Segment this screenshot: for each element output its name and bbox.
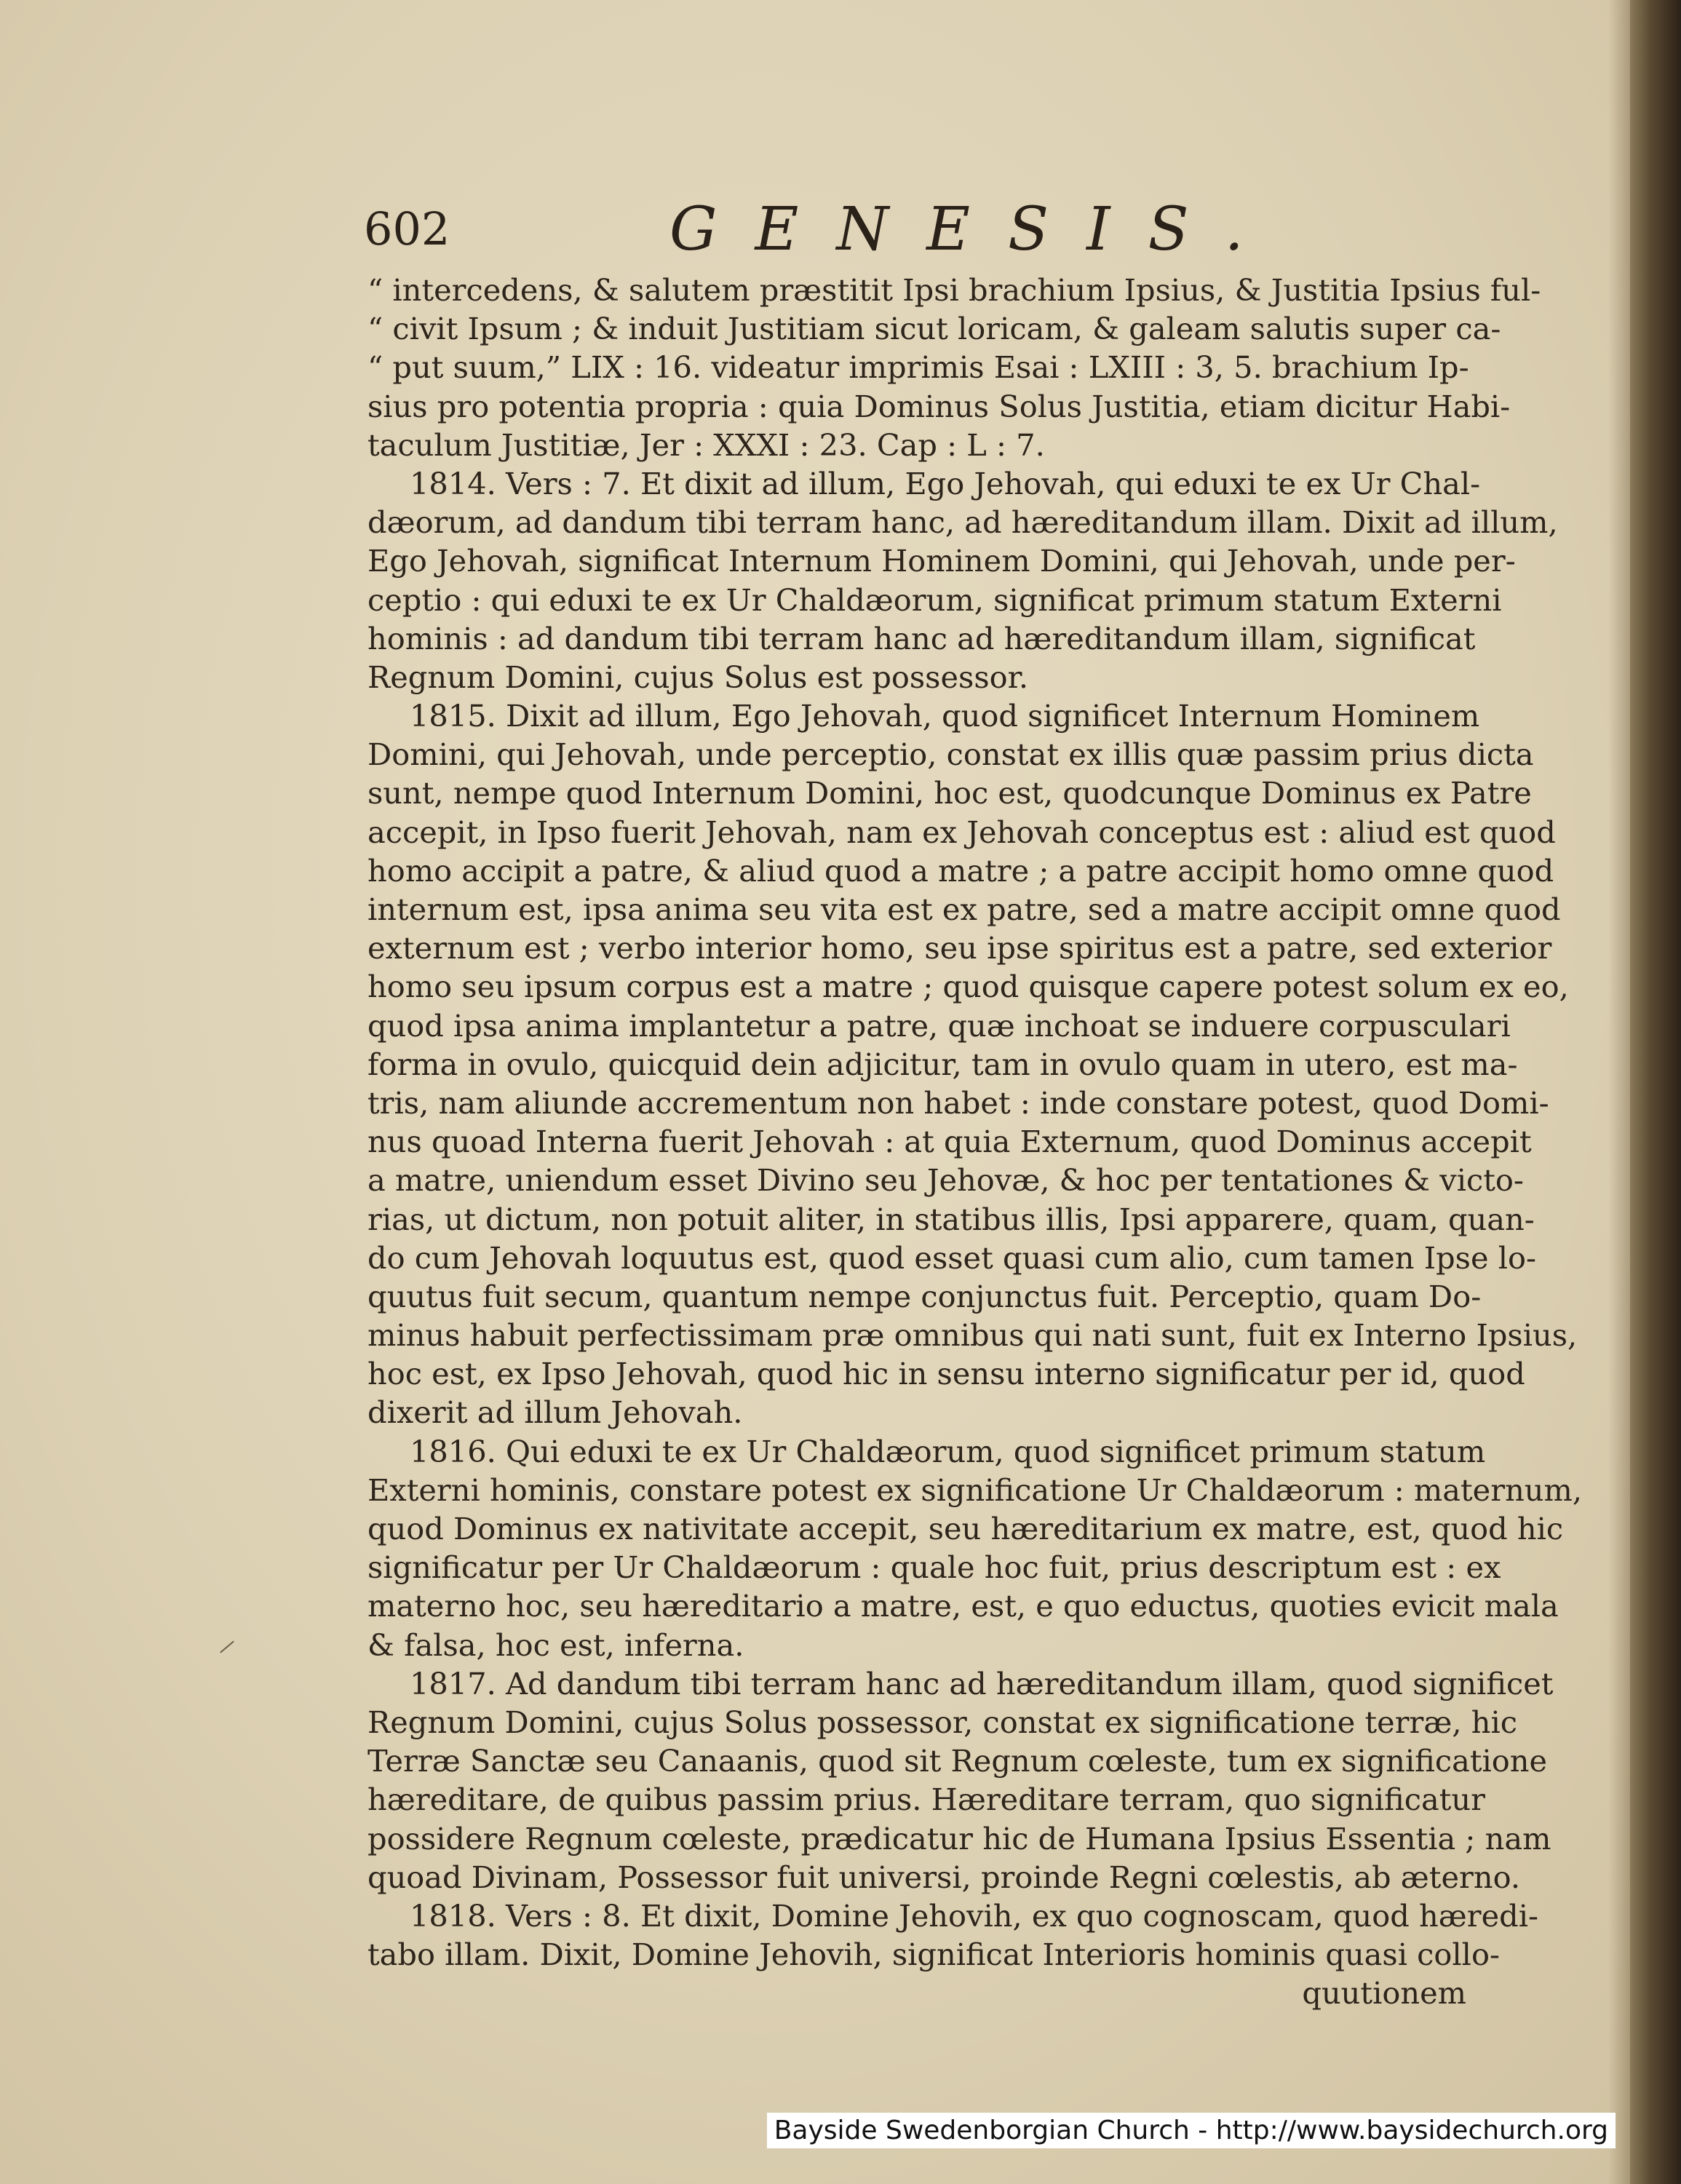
text-line: Regnum Domini, cujus Solus est possessor. xyxy=(367,659,1029,695)
text-line: a matre, uniendum esset Divino seu Jehovæ, & hoc per tentationes & victo- xyxy=(367,1162,1524,1199)
text-line: dæorum, ad dandum tibi terram hanc, ad hæreditandum illam. Dixit ad illum, xyxy=(367,504,1558,541)
text-line: dixerit ad illum Jehovah. xyxy=(367,1394,743,1431)
text-line: hæreditare, de quibus passim prius. Hæreditare terram, quo significatur xyxy=(367,1782,1485,1818)
text-line: homo seu ipsum corpus est a matre ; quod quisque capere potest solum ex eo, xyxy=(367,969,1569,1005)
text-line: quod ipsa anima implantetur a patre, quæ inchoat se induere corpusculari xyxy=(367,1007,1511,1044)
text-line: hominis : ad dandum tibi terram hanc ad hæreditandum illam, significat xyxy=(367,620,1476,656)
text-line: “ intercedens, & salutem præstitit Ipsi brachium Ipsius, & Justitia Ipsius ful- xyxy=(367,272,1541,308)
text-line: tabo illam. Dixit, Domine Jehovih, significat Interioris hominis quasi collo- xyxy=(367,1937,1500,1973)
text-line: accepit, in Ipso fuerit Jehovah, nam ex Jehovah conceptus est : aliud est quod xyxy=(367,814,1556,850)
text-line: forma in ovulo, quicquid dein adjicitur, tam in ovulo quam in utero, est ma- xyxy=(367,1046,1518,1082)
text-line: taculum Justitiæ, Jer : XXXI : 23. Cap : L : 7. xyxy=(367,426,1045,463)
text-line: hoc est, ex Ipso Jehovah, quod hic in sensu interno significatur per id, quod xyxy=(367,1356,1525,1392)
body-text xyxy=(367,271,1583,2012)
text-line: 1818. Vers : 8. Et dixit, Domine Jehovih, ex quo cognoscam, quod hæredi- xyxy=(410,1897,1539,1934)
book-edge xyxy=(1630,0,1681,2184)
text-line: sunt, nempe quod Internum Domini, hoc est, quodcunque Dominus ex Patre xyxy=(367,775,1532,811)
text-line: materno hoc, seu hæreditario a matre, est, e quo eductus, quoties evicit mala xyxy=(367,1588,1559,1624)
text-line: tris, nam aliunde accrementum non habet : inde constare potest, quod Domi- xyxy=(367,1084,1549,1121)
text-line: 1814. Vers : 7. Et dixit ad illum, Ego Jehovah, qui eduxi te ex Ur Chal- xyxy=(410,465,1481,501)
text-line: Terræ Sanctæ seu Canaanis, quod sit Regnum cœleste, tum ex significatione xyxy=(367,1743,1548,1779)
text-line: quoad Divinam, Possessor fuit universi, proinde Regni cœlestis, ab æterno. xyxy=(367,1859,1521,1895)
text-line: homo accipit a patre, & aliud quod a matre ; a patre accipit homo omne quod xyxy=(367,852,1554,889)
text-line: 1815. Dixit ad illum, Ego Jehovah, quod significet Internum Hominem xyxy=(410,698,1480,734)
watermark-link[interactable]: Bayside Swedenborgian Church - http://www.baysidechurch.org xyxy=(767,2113,1616,2148)
text-line: Externi hominis, constare potest ex significatione Ur Chaldæorum : maternum, xyxy=(367,1472,1583,1508)
text-line: nus quoad Interna fuerit Jehovah : at quia Externum, quod Dominus accepit xyxy=(367,1124,1532,1160)
text-line: quutus fuit secum, quantum nempe conjunctus fuit. Perceptio, quam Do- xyxy=(367,1278,1482,1314)
catchword: quutionem xyxy=(1302,1975,1466,2012)
text-line: rias, ut dictum, non potuit aliter, in statibus illis, Ipsi apparere, quam, quan- xyxy=(367,1201,1535,1237)
text-line: possidere Regnum cœleste, prædicatur hic de Humana Ipsius Essentia ; nam xyxy=(367,1820,1551,1857)
text-line: “ put suum,” LIX : 16. videatur imprimis Esai : LXIII : 3, 5. brachium Ip- xyxy=(367,349,1469,386)
text-line: Domini, qui Jehovah, unde perceptio, constat ex illis quæ passim prius dicta xyxy=(367,736,1534,773)
text-line: ceptio : qui eduxi te ex Ur Chaldæorum, significat primum statum Externi xyxy=(367,581,1502,618)
text-line: Regnum Domini, cujus Solus possessor, constat ex significatione terræ, hic xyxy=(367,1704,1517,1740)
text-line: significatur per Ur Chaldæorum : quale hoc fuit, prius descriptum est : ex xyxy=(367,1549,1501,1586)
text-line: externum est ; verbo interior homo, seu ipse spiritus est a patre, sed exterior xyxy=(367,930,1552,966)
text-line: “ civit Ipsum ; & induit Justitiam sicut loricam, & galeam salutis super ca- xyxy=(367,311,1501,347)
text-line: minus habuit perfectissimam præ omnibus qui nati sunt, fuit ex Interno Ipsius, xyxy=(367,1317,1578,1354)
text-line: 1816. Qui eduxi te ex Ur Chaldæorum, quod significet primum statum xyxy=(410,1433,1486,1469)
page-number: 602 xyxy=(364,202,450,255)
text-line: do cum Jehovah loquutus est, quod esset quasi cum alio, cum tamen Ipse lo- xyxy=(367,1239,1536,1276)
text-line: & falsa, hoc est, inferna. xyxy=(367,1627,744,1663)
running-title: GENESIS. xyxy=(669,195,1281,264)
text-line: 1817. Ad dandum tibi terram hanc ad hæreditandum illam, quod significet xyxy=(410,1665,1554,1701)
text-line: quod Dominus ex nativitate accepit, seu hæreditarium ex matre, est, quod hic xyxy=(367,1511,1564,1546)
text-line: Ego Jehovah, significat Internum Hominem Domini, qui Jehovah, unde per- xyxy=(367,543,1516,579)
text-line: sius pro potentia propria : quia Dominus Solus Justitia, etiam dicitur Habi- xyxy=(367,388,1511,424)
page-header xyxy=(364,195,1470,268)
text-line: internum est, ipsa anima seu vita est ex patre, sed a matre accipit omne quod xyxy=(367,892,1561,927)
page-gutter-shadow xyxy=(1608,0,1630,2184)
